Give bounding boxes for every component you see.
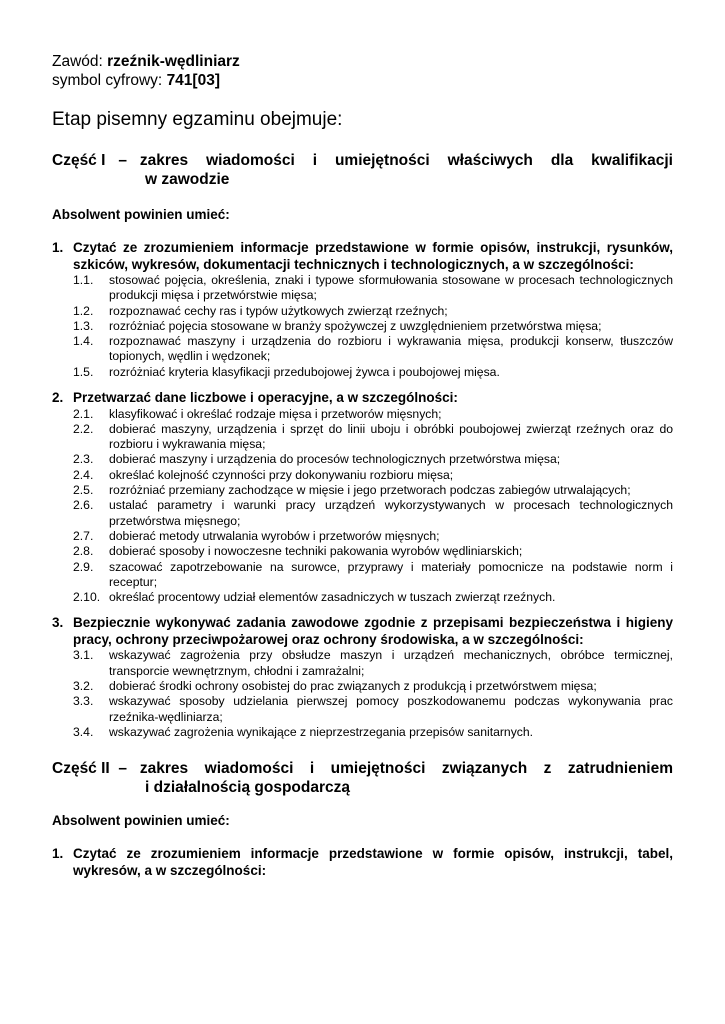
profession-line: [52, 52, 673, 71]
list-item: 1.2. rozpoznawać cechy ras i typów użytkowych zwierząt rzeźnych;: [73, 303, 448, 318]
part2-title-line1: zakres wiadomości i umiejętności związanych z zatrudnieniem: [139, 760, 673, 778]
symbol-line: [52, 71, 673, 90]
list-item: 1.3. rozróżniać pojęcia stosowane w branży spożywczej z uwzględnieniem przetwórstwa mięsa;: [73, 318, 602, 333]
list-item: 2.4. określać kolejność czynności przy dokonywaniu rozbioru mięsa;: [73, 467, 454, 482]
list-item: 2.5. rozróżniać przemiany zachodzące w mięsie i jego przetworach podczas zabiegów utrwalających;: [73, 483, 631, 498]
part1-prefix: Część I –: [52, 152, 127, 169]
list-item: 2.1. klasyfikować i określać rodzaje mięsa i przetworów mięsnych;: [73, 406, 442, 421]
exam-document: [52, 52, 673, 879]
list-item: 2.2. dobierać maszyny, urządzenia i sprzęt do linii uboju i obróbki poubojowej zwierząt rzeźnych oraz do rozbioru i wykrawania mięsa;: [73, 421, 673, 452]
part1-heading: [52, 151, 673, 170]
part2-prefix: Część II –: [52, 760, 127, 778]
symbol-value: 741[03]: [166, 72, 220, 89]
list-item: 3.4. wskazywać zagrożenia wynikające z nieprzestrzegania przepisów sanitarnych.: [73, 724, 534, 739]
part1-title-line2: w zawodzie: [145, 171, 230, 188]
section-1-heading: 1. Czytać ze zrozumieniem informacje przedstawione w formie opisów, instrukcji, rysunków, szkiców, wykresów, dokumentacji technicznych i technologicznych, a w szczególności:: [52, 240, 673, 272]
section-1: [52, 240, 673, 380]
part2-section-1-heading: 1. Czytać ze zrozumieniem informacje przedstawione w formie opisów, instrukcji, tabel, wykresów, a w szczególności:: [52, 846, 673, 878]
section-2: [52, 390, 673, 605]
part2-heading-cont: [52, 778, 673, 797]
part2-heading: [52, 759, 673, 778]
section-3-heading: 3. Bezpiecznie wykonywać zadania zawodowe zgodnie z przepisami bezpieczeństwa i higieny pracy, ochrony przeciwpożarowej oraz ochrony środowiska, a w szczególności:: [52, 615, 673, 647]
list-item: 2.3. dobierać maszyny i urządzenia do procesów technologicznych przetwórstwa mięsa;: [73, 452, 561, 467]
symbol-label: symbol cyfrowy:: [52, 72, 167, 89]
part2-section-1: [52, 846, 673, 879]
list-item: 2.7. dobierać metody utrwalania wyrobów i przetworów mięsnych;: [73, 528, 440, 543]
section-2-heading: 2. Przetwarzać dane liczbowe i operacyjne, a w szczególności:: [52, 390, 458, 406]
part1-title-line1: zakres wiadomości i umiejętności właściwych dla kwalifikacji: [139, 152, 673, 169]
part1-heading-cont: [52, 170, 673, 189]
list-item: 2.8. dobierać sposoby i nowoczesne techniki pakowania wyrobów wędliniarskich;: [73, 544, 523, 559]
list-item: 3.2. dobierać środki ochrony osobistej do prac związanych z produkcją i przetwórstwem mięsa;: [73, 679, 597, 694]
part2-title-line2: i działalnością gospodarczą: [145, 779, 351, 797]
list-item: 3.3. wskazywać sposoby udzielania pierwszej pomocy poszkodowanemu podczas wykonywania prac rzeźnika-wędliniarza;: [73, 694, 673, 724]
part1-absolwent: Absolwent powinien umieć:: [52, 207, 230, 222]
part2-absolwent: Absolwent powinien umieć:: [52, 813, 230, 829]
list-item: 2.10. określać procentowy udział elementów zasadniczych w tuszach zwierząt rzeźnych.: [73, 590, 556, 605]
list-item: 1.4. rozpoznawać maszyny i urządzenia do rozbioru i wykrawania mięsa, produkcji konserw, tłuszczów topionych, wędlin i wędzonek;: [73, 334, 673, 364]
list-item: 2.6. ustalać parametry i warunki pracy urządzeń wykorzystywanych w procesach technologicznych przetwórstwa mięsnego;: [73, 498, 673, 528]
profession-value: rzeźnik-wędliniarz: [107, 53, 240, 70]
section-3: [52, 615, 673, 740]
list-item: 1.5. rozróżniać kryteria klasyfikacji przedubojowej żywca i poubojowej mięsa.: [73, 364, 500, 379]
profession-label: Zawód:: [52, 53, 108, 70]
list-item: 1.1. stosować pojęcia, określenia, znaki i typowe sformułowania stosowane w procesach technologicznych produkcji mięsa i przetwórstwie mięsa;: [73, 273, 673, 303]
stage-heading: Etap pisemny egzaminu obejmuje:: [52, 109, 343, 130]
list-item: 3.1. wskazywać zagrożenia przy obsłudze maszyn i urządzeń mechanicznych, obróbce termicznej, transporcie wewnętrznym, chłodni i zamrażalni;: [73, 648, 673, 678]
list-item: 2.9. szacować zapotrzebowanie na surowce, przyprawy i materiały pomocnicze na podstawie norm i receptur;: [73, 559, 673, 589]
